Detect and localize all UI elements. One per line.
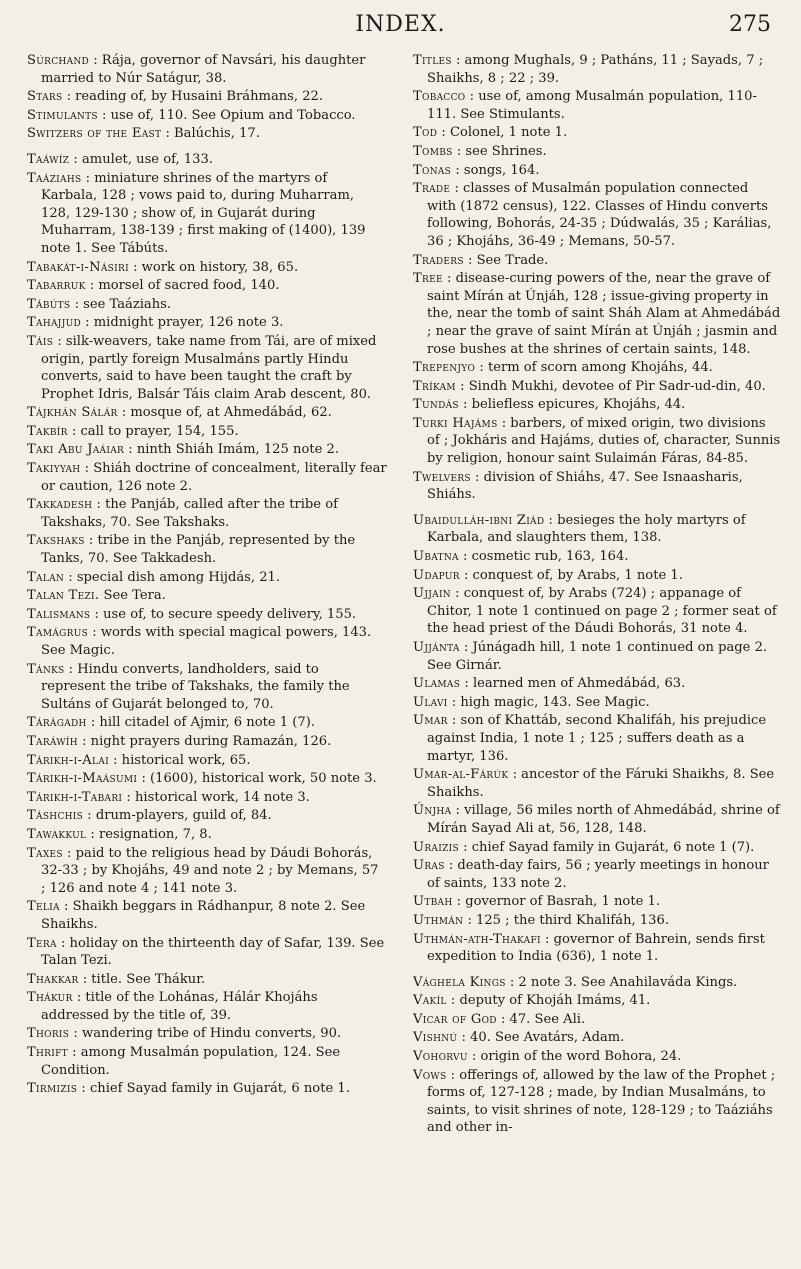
index-term: Telia	[27, 899, 60, 915]
index-term: Tombs	[413, 143, 453, 159]
index-term: Tárikh-i-Maásumi	[27, 771, 138, 787]
index-description: : title. See Thákur.	[78, 971, 206, 987]
index-term: Tamágrus	[27, 625, 89, 641]
index-term: Switzers of the East	[27, 126, 162, 142]
page-number: 275	[729, 12, 771, 37]
index-term: Tabakát-i-Násiri	[27, 259, 129, 275]
index-term: Uthmán-ath-Thakafi	[413, 931, 541, 947]
index-term: Titles	[413, 53, 452, 68]
index-term: Uras	[413, 858, 445, 874]
index-entry	[413, 469, 781, 504]
index-entry	[27, 714, 387, 732]
index-description: : miniature shrines of the martyrs of Karbala, 128 ; vows paid to, during Muharram, 128, 129-130 ; show of, in Gujarát during Muharram, 138-139 ; first making of (1400), 139 note 1. See Tábúts.	[41, 170, 366, 256]
index-description: : Shaikh beggars in Rádhanpur, 8 note 2. See Shaikhs.	[41, 899, 366, 932]
index-entry	[27, 971, 387, 989]
index-description: : chief Sayad family in Gujarát, 6 note 1 (7).	[458, 839, 755, 855]
index-description: : mosque of, at Ahmedábád, 62.	[117, 405, 332, 421]
index-description: : night prayers during Ramazán, 126.	[77, 733, 332, 749]
index-entry	[27, 333, 387, 403]
index-entry	[413, 1029, 781, 1047]
index-entry	[27, 496, 387, 531]
page-header	[0, 10, 801, 44]
index-description: : historical work, 65.	[108, 752, 251, 768]
index-entry	[413, 585, 781, 638]
index-entry	[27, 789, 387, 807]
index-term: Thákur	[27, 990, 73, 1006]
index-entry	[27, 423, 387, 441]
index-description: : term of scorn among Khojáhs, 44.	[475, 360, 713, 376]
index-term: Talan Tezi.	[27, 588, 100, 604]
index-term: Stimulants	[27, 107, 98, 123]
index-entry	[413, 359, 781, 377]
index-term: Trade	[413, 181, 451, 197]
index-term: Vakíl	[413, 993, 447, 1009]
index-entry	[413, 893, 781, 911]
index-entry	[27, 170, 387, 258]
index-term: Takkadesh	[27, 497, 93, 513]
index-description: : holiday on the thirteenth day of Safar, 139. See Talan Tezi.	[41, 935, 385, 969]
index-description: See Tera.	[99, 588, 166, 604]
index-term: Trepenjyo	[413, 360, 476, 376]
index-description: : 125 ; the third Khalifáh, 136.	[463, 912, 669, 928]
index-description: : barbers, of mixed origin, two divisions of ; Jokháris and Hajáms, duties of, character, Sunnis by religion, honour saint Sulaimán Fáras, 84-85.	[427, 415, 781, 467]
index-term: Vicar of God	[413, 1011, 497, 1027]
index-term: Únjha	[413, 803, 452, 819]
index-entry	[27, 314, 387, 332]
index-description: : paid to the religious head by Dáudi Bohorás, 32-33 ; by Khojáhs, 49 and note 2 ; by Memans, 57 ; 126 and note 4 ; 141 note 3.	[41, 845, 379, 896]
index-entry	[413, 567, 781, 585]
right-column	[413, 52, 781, 1138]
index-entry	[27, 826, 387, 844]
index-description: : Júnágadh hill, 1 note 1 continued on page 2. See Girnár.	[427, 640, 768, 673]
index-term: Tábúts	[27, 296, 71, 312]
index-description: : tribe in the Panjáb, represented by the Tanks, 70. See Takkadesh.	[41, 533, 356, 567]
index-description: : call to prayer, 154, 155.	[67, 423, 239, 439]
index-entry	[27, 898, 387, 933]
index-description: : Shiáh doctrine of concealment, literally fear or caution, 126 note 2.	[41, 461, 387, 494]
index-term: Umar-al-Fárúk	[413, 767, 509, 783]
index-entry	[413, 766, 781, 801]
index-entry	[413, 675, 781, 693]
index-description: : division of Shiáhs, 47. See Isnaasharis, Shiáhs.	[427, 469, 743, 503]
index-description: : besieges the holy martyrs of Karbala, and slaughters them, 138.	[427, 512, 746, 546]
index-term: Twelvers	[413, 469, 471, 485]
index-entry	[27, 532, 387, 567]
index-description: : governor of Basrah, 1 note 1.	[452, 894, 660, 910]
index-entry	[413, 639, 781, 674]
index-description: : midnight prayer, 126 note 3.	[81, 315, 284, 331]
index-term: Taki Abu Jaáiar	[27, 442, 125, 458]
index-term: Takiyyah	[27, 461, 81, 477]
index-entry	[413, 1067, 781, 1137]
index-description: : ancestor of the Fáruki Shaikhs, 8. See Shaikhs.	[427, 767, 775, 800]
index-description: : Colonel, 1 note 1.	[437, 125, 568, 141]
index-description: : (1600), historical work, 50 note 3.	[137, 771, 377, 787]
index-term: Vohorvu	[413, 1049, 468, 1065]
index-entry	[27, 441, 387, 459]
index-term: Ubaidulláh-ibni Ziád	[413, 512, 545, 528]
index-description: : 2 note 3. See Anahilaváda Kings.	[505, 974, 738, 990]
index-entry	[413, 88, 781, 123]
index-description: : Rája, governor of Navsári, his daughter married to Núr Satágur, 38.	[41, 53, 366, 86]
index-description: : 40. See Avatárs, Adam.	[457, 1030, 625, 1046]
index-entry	[27, 587, 387, 605]
index-entry	[27, 52, 387, 87]
index-description: : village, 56 miles north of Ahmedábád, shrine of Mírán Sayad Ali at, 56, 128, 148.	[427, 803, 780, 836]
index-term: Uraizis	[413, 839, 459, 855]
index-term: Turki Hajáms	[413, 415, 498, 431]
index-entry	[413, 396, 781, 414]
index-entry	[413, 992, 781, 1010]
index-description: : 47. See Ali.	[496, 1011, 586, 1027]
index-entry	[27, 259, 387, 277]
index-description: : see Taáziahs.	[70, 296, 172, 312]
index-term: Tájkhán Sálár	[27, 405, 118, 421]
index-term: Tonas	[413, 162, 452, 178]
index-term: Ujjain	[413, 586, 451, 602]
index-term: Ubatna	[413, 549, 459, 565]
index-entry	[413, 712, 781, 765]
index-entry	[413, 180, 781, 250]
index-description: : the Panjáb, called after the tribe of Takshaks, 70. See Takshaks.	[41, 497, 338, 530]
index-term: Tobacco	[413, 89, 466, 105]
index-entry	[413, 839, 781, 857]
index-term: Traders	[413, 252, 464, 268]
index-term: Tawakkul	[27, 826, 87, 842]
index-entry	[27, 661, 387, 714]
index-entry	[413, 802, 781, 837]
index-entry	[413, 512, 781, 547]
index-description: : son of Khattáb, second Khalifáh, his prejudice against India, 1 note 1 ; 125 ; suffers death as a martyr, 136.	[427, 713, 767, 764]
index-entry	[27, 807, 387, 825]
index-description: : wandering tribe of Hindu converts, 90.	[69, 1026, 342, 1042]
index-description: : morsel of sacred food, 140.	[85, 278, 280, 294]
index-description: : learned men of Ahmedábád, 63.	[460, 676, 686, 692]
index-entry	[413, 162, 781, 180]
index-entry	[27, 770, 387, 788]
index-term: Tríkam	[413, 378, 456, 394]
index-description: : death-day fairs, 56 ; yearly meetings in honour of saints, 133 note 2.	[427, 858, 769, 891]
index-entry	[27, 88, 387, 106]
index-term: Tundás	[413, 397, 459, 413]
index-term: Uthmán	[413, 912, 464, 928]
index-term: Ulavi	[413, 694, 448, 710]
index-description: : offerings of, allowed by the law of the Prophet ; forms of, 127-128 ; made, by Indian Musalmáns, to saints, to visit shrines of note, 128-129 ; to Taáziáhs and other in-	[427, 1067, 776, 1136]
index-description: : work on history, 38, 65.	[128, 259, 299, 275]
index-term: Tánks	[27, 661, 65, 677]
index-entry	[413, 694, 781, 712]
index-description: : beliefless epicures, Khojáhs, 44.	[458, 397, 686, 413]
index-entry	[27, 1080, 387, 1098]
index-description: : special dish among Hijdás, 21.	[64, 569, 281, 585]
index-entry	[27, 404, 387, 422]
index-description: : drum-players, guild of, 84.	[83, 808, 272, 824]
index-description: : conquest of, by Arabs, 1 note 1.	[459, 567, 683, 583]
index-entry	[413, 931, 781, 966]
index-term: Ujjánta	[413, 640, 460, 655]
index-description: : Hindu converts, landholders, said to represent the tribe of Takshaks, the family the Sultáns of Gujarát belonged to, 70.	[41, 661, 350, 712]
index-term: Taáwíz	[27, 151, 70, 167]
index-entry	[413, 252, 781, 270]
index-description: : among Mughals, 9 ; Patháns, 11 ; Sayads, 7 ; Shaikhs, 8 ; 22 ; 39.	[427, 53, 764, 86]
index-term: Utbah	[413, 894, 453, 910]
index-entry	[413, 143, 781, 161]
index-term: Tahajjud	[27, 315, 81, 331]
index-entry	[27, 107, 387, 125]
index-entry	[413, 124, 781, 142]
index-term: Tree	[413, 271, 443, 287]
index-entry	[27, 151, 387, 169]
index-term: Takshaks	[27, 533, 85, 549]
index-description: : reading of, by Husaini Bráhmans, 22.	[62, 89, 324, 105]
index-entry	[413, 378, 781, 396]
index-term: Tabarruk	[27, 278, 86, 294]
index-entry	[413, 415, 781, 468]
index-description: : title of the Lohánas, Hálár Khojáhs addressed by the title of, 39.	[41, 990, 318, 1023]
index-description: : origin of the word Bohora, 24.	[467, 1049, 682, 1065]
index-entry	[27, 845, 387, 898]
index-term: Tárikh-i-Alai	[27, 752, 109, 768]
index-term: Taáziahs	[27, 170, 82, 186]
index-term: Thakkar	[27, 971, 79, 987]
index-description: : classes of Musalmán population connected with (1872 census), 122. Classes of Hindu converts following, Bohorás, 24-35 ; Dúdwalás, 35 ; Karálias, 36 ; Khojáhs, 36-49 ; Memans, 50-57.	[427, 181, 772, 249]
index-term: Taráwíh	[27, 733, 78, 749]
index-term: Tod	[413, 125, 438, 141]
index-description: : amulet, use of, 133.	[69, 151, 213, 167]
index-description: : cosmetic rub, 163, 164.	[458, 549, 629, 565]
index-entry	[27, 989, 387, 1024]
index-description: : chief Sayad family in Gujarát, 6 note 1.	[77, 1081, 350, 1097]
index-term: Táshchis	[27, 808, 84, 824]
index-term: Vows	[413, 1067, 447, 1083]
index-entry	[27, 1044, 387, 1079]
index-entry	[413, 974, 781, 992]
left-column	[27, 52, 387, 1099]
index-entry	[413, 548, 781, 566]
index-entry	[413, 857, 781, 892]
index-term: Takbír	[27, 423, 68, 439]
index-description: : use of, 110. See Opium and Tobacco.	[97, 107, 356, 123]
index-entry	[27, 606, 387, 624]
index-entry	[27, 125, 387, 143]
index-entry	[27, 624, 387, 659]
index-entry	[27, 752, 387, 770]
index-term: Ulamas	[413, 676, 461, 692]
index-description: : governor of Bahrein, sends first expedition to India (636), 1 note 1.	[427, 931, 765, 965]
index-term: Talismans	[27, 606, 91, 622]
index-entry	[27, 460, 387, 495]
index-entry	[413, 912, 781, 930]
index-term: Tárágadh	[27, 715, 87, 731]
index-term: Thrift	[27, 1045, 68, 1061]
index-description: : words with special magical powers, 143. See Magic.	[41, 625, 372, 658]
index-description: : historical work, 14 note 3.	[122, 789, 310, 805]
index-entry	[27, 569, 387, 587]
index-description: : among Musalmán population, 124. See Condition.	[41, 1045, 341, 1078]
index-description: : Balúchis, 17.	[161, 126, 260, 142]
index-entry	[413, 1011, 781, 1029]
index-entry	[413, 1048, 781, 1066]
index-term: Thoris	[27, 1026, 70, 1042]
index-entry	[413, 270, 781, 358]
index-description: : conquest of, by Arabs (724) ; appanage of Chitor, 1 note 1 continued on page 2 ; former seat of the head priest of the Dáudi Bohorás, 31 note 4.	[427, 586, 777, 637]
index-description: : See Trade.	[463, 252, 549, 268]
index-description: : high magic, 143. See Magic.	[447, 694, 650, 710]
index-description: : see Shrines.	[452, 143, 547, 159]
index-term: Vishnú	[413, 1030, 458, 1046]
index-description: : disease-curing powers of the, near the grave of saint Mírán at Únjáh, 128 ; issue-giving property in the, near the tomb of saint Sháh Alam at Ahmedábád ; near the grave of saint Mírán at Únjáh ; jasmin and rose bushes at the shrines of certain saints, 148.	[427, 271, 781, 357]
index-term: Tárikh-i-Tabari	[27, 789, 123, 805]
index-entry	[27, 935, 387, 970]
index-description: : use of, to secure speedy delivery, 155.	[90, 606, 357, 622]
index-entry	[27, 733, 387, 751]
index-term: Táis	[27, 333, 54, 349]
index-term: Tera	[27, 935, 57, 951]
index-entry	[27, 296, 387, 314]
index-description: : use of, among Musalmán population, 110-111. See Stimulants.	[427, 89, 757, 122]
index-entry	[27, 1025, 387, 1043]
index-description: : hill citadel of Ajmir, 6 note 1 (7).	[86, 715, 315, 731]
index-term: Talan	[27, 569, 65, 585]
index-term: Tirmizis	[27, 1081, 78, 1097]
index-description: : songs, 164.	[451, 162, 540, 178]
index-description: : deputy of Khojáh Imáms, 41.	[446, 993, 651, 1009]
index-entry	[413, 52, 781, 87]
index-term: Umar	[413, 713, 448, 729]
index-description: : Sindh Mukhi, devotee of Pir Sadr-ud-din, 40.	[455, 378, 766, 394]
index-term: Súrchand	[27, 53, 90, 68]
index-description: : ninth Shiáh Imám, 125 note 2.	[124, 442, 339, 458]
index-description: : resignation, 7, 8.	[86, 826, 212, 842]
index-description: : silk-weavers, take name from Tái, are of mixed origin, partly foreign Musalmáns partly Hindu converts, said to have been taught the craft by Prophet Idris, Balsár Táis claim Arab descent, 80.	[41, 333, 377, 402]
index-term: Vághela Kings	[413, 974, 506, 990]
index-term: Udapur	[413, 567, 460, 583]
index-term: Stars	[27, 89, 63, 105]
page-title: INDEX.	[355, 12, 446, 37]
index-term: Taxes	[27, 845, 63, 861]
index-entry	[27, 277, 387, 295]
